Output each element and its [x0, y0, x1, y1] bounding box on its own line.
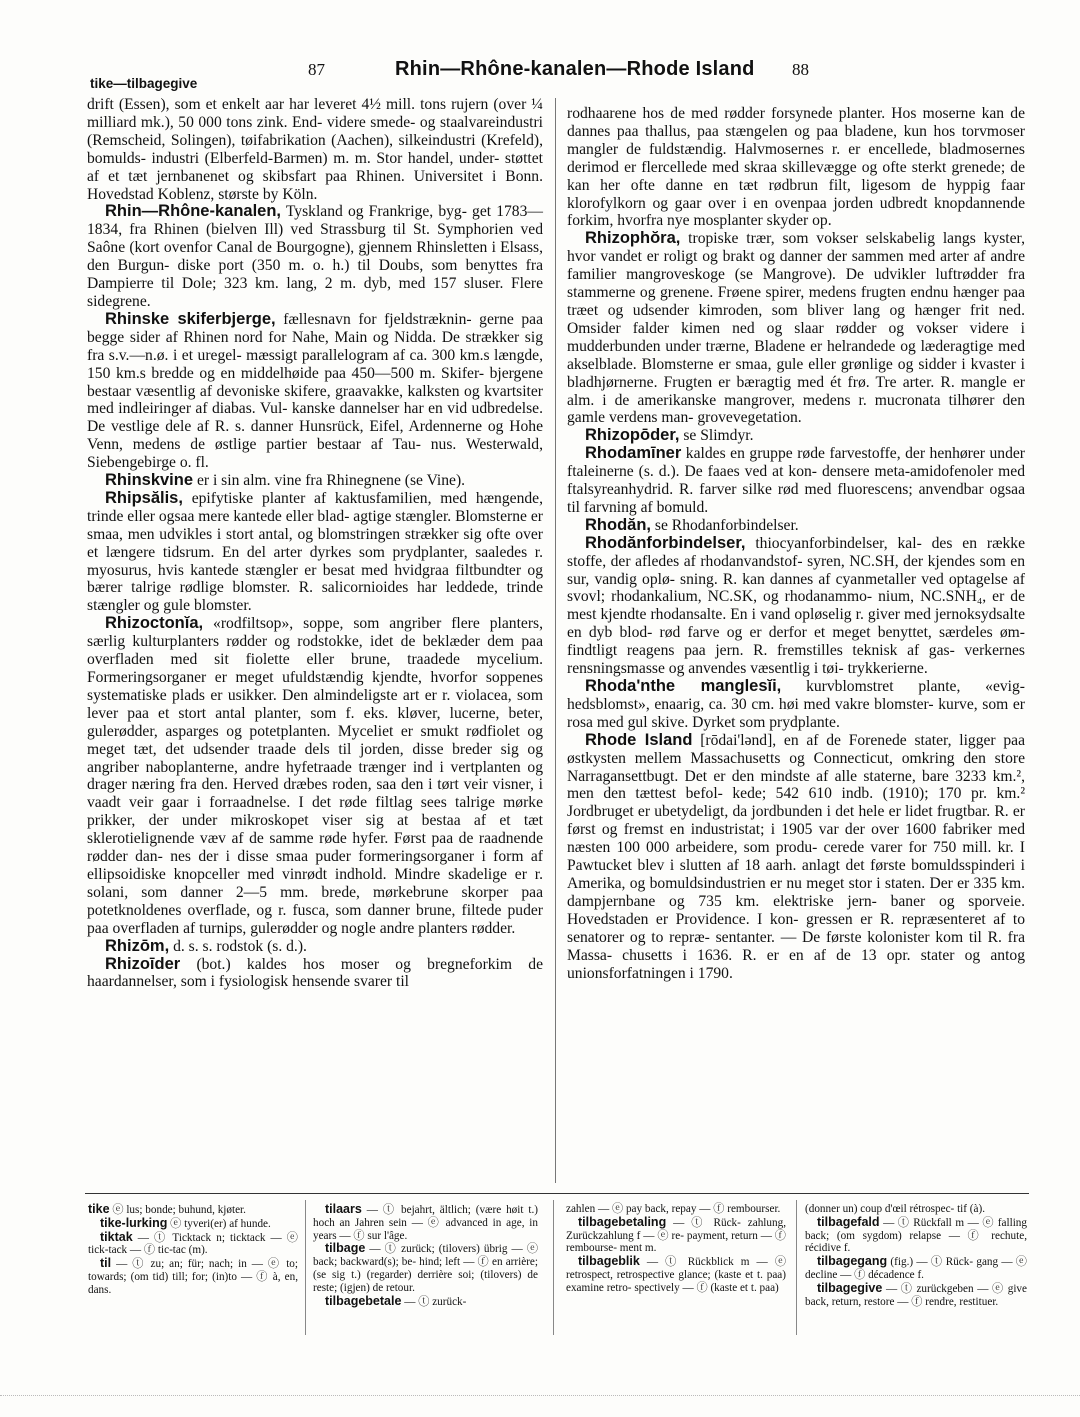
- entry-rhizopoder: Rhizopōder, se Slimdyr.: [585, 426, 754, 445]
- left-column: [87, 96, 543, 991]
- entry-rhizoider: Rhizoīder (bot.) kaldes hos moser og bregneforkim de haardannelser, som i fysiologisk hensende svarer til: [87, 954, 543, 991]
- headword: Rhin—Rhône-kanalen,: [105, 202, 282, 221]
- glossary-entry: tilbagefald — ⓣ Rückfall m — ⓔ falling back; (om sygdom) relapse — ⓕ rechute, récidive f.: [805, 1214, 1027, 1255]
- crop-mark: [0, 1395, 1080, 1397]
- entry-rhodaminer: Rhodamīner kaldes en gruppe røde farvestoffe, der henhører under ftaleinerne (s. d.). De faaes ved at kon- densere meta-amidofenoler med ftalsyreanhydrid. R. farver silke rød med fluorescens; anvendbar ogsaa til farvning af bomuld.: [567, 444, 1025, 516]
- guide-words: tike—tilbagegive: [90, 76, 198, 91]
- headword: Rhode Island: [585, 730, 693, 749]
- entry-rhode-island: Rhode Island [rōdai'lənd], en af de Forenede stater, ligger paa østkysten mellem Massachusetts og Connecticut, omkring den store Narragansettbugt. Det er den mindste af alle staterne, bare 3233 km.², men den tættest befol- kede; 542 610 indb. (1910); 170 pr. km.² Jordbruget er ubetydeligt, da jordbunden i det hele er lidet frugtbar. R. er først og fremst en industristat; i 1905 var der over 1600 fabriker med næsten 100 000 arbeidere, som produ- cerede varer for 750 mill. kr. I Pawtucket blev i slutten af 18 aarh. anlagt det første bomuldsspinderi i Amerika, og bomuldsindustrien er nu meget stor i staten. Der er 335 km. dampjernbane og 735 km. elektriske jern- baner og sporveie. Hovedstaden er Providence. I kon- gressen er R. repræsenteret af to senatorer og to repræ- sentanter. — De første kolonister kom til R. fra Massa- chusetts i 1636. R. er en af de 13 opr. stater og antog unionsforfatningen i 1790.: [567, 730, 1025, 982]
- right-column: [567, 105, 1025, 982]
- glossary-entry: tiktak — ⓣ Ticktack n; ticktack — ⓔ tick-tack — ⓕ tic-tac (m).: [88, 1229, 298, 1257]
- headword: Rhizophŏra,: [585, 229, 681, 248]
- glossary-entry: tilbage — ⓣ zurück; (tilovers) übrig — ⓔ back; backward(s); be- hind; left — ⓕ en arrière; (se sig t.) (regarder) derrière soi; (tilovers) de reste; (igjen) de retour.: [313, 1241, 539, 1294]
- entry-continuation: drift (Essen), som et enkelt aar har leveret 4½ mill. tons rujern (over ¼ milliard mk.), 50 000 tons zink. End- videre smede- og staalvareindustri (Remscheid, Solingen), tøifabrikation (Aachen), silkeindustri (Krefeld), bomulds- industri (Elberfeld-Barmen) m. m. Stor handel, under- støttet af et tæt jernbanenet og skibsfart paa Rhinen. Universitet i Bonn. Hovedstad Koblenz, største by Köln.: [87, 96, 543, 203]
- entry-rhodanforbindelser: Rhodănforbindelser, thiocyanforbindelser, kal- des en række stoffe, der afledes af rhodanvandstof- syren, NC.SH, der kjendes som en sur, vandig oplø- sning. R. kan dannes af cyanmetaller ved optagelse af svovl; rhodankalium, NC.SK, og rhodanammo- nium, NC.SNH₄, er de mest kjendte rhodansalte. En i vand opløselig r. giver med jernoksydsalte en dyb blod- rød farve og er derfor et meget benyttet, særdeles øm- findtligt reagens paa jern. R. fremstilles teknisk af gas- verkernes rensningsmasse og anvendes væsentlig i tøi- trykkerierne.: [567, 533, 1026, 678]
- glossary-entry: tilbagegive — ⓣ zurückgeben — ⓔ give back, return, restore — ⓕ rendre, restituer.: [805, 1280, 1027, 1308]
- entry-rhodanthe-manglesii: Rhoda'nthe manglesĭi, kurvblomstret plante, «evig- hedsblomst», enaarig, ca. 30 cm. høi med vakre blomster- kurve, som er rosa med gul skive. Dyrket som prydplante.: [567, 677, 1025, 731]
- glossary-entry: (donner un) coup d'œil rétrospec- tif (à).: [805, 1203, 986, 1215]
- entry-rhizom: Rhizōm, d. s. s. rodstok (s. d.).: [105, 936, 307, 955]
- headword: Rhizoctonĭa,: [105, 614, 204, 633]
- glossary-entry: tilbageblik — ⓣ Rückblick m — ⓔ retrospect, retrospective glance; (kaste et t. paa) examine retro- spectively — ⓕ (kaste et t. paa): [566, 1254, 787, 1294]
- running-title: Rhin—Rhône-kanalen—Rhode Island: [395, 58, 755, 80]
- glossary-entry: tilbagebetaling — ⓣ Rück- zahlung, Zurückzahlung f — ⓔ re- payment, return — ⓕ rembourse- ment m.: [566, 1214, 786, 1255]
- entry-rhizoctonia: Rhizoctonĭa, «rodfiltsop», soppe, som angriber flere planters, særlig kulturplanters rødder og rodstokke, idet de beklæder dem paa overfladen med sit fiolette eller brune, traadede mycelium. Formeringsorganer er meget ufuldstændig kjendte, hvorfor soppenes systematiske plads er usikker. Den almindeligste art er r. violacea, som lever paa et stort antal planter, som f. eks. kløver, lucerne, beter, gulerødder, asparges og potetplanten. Myceliet er smukt rødfiolet og meget tæt, det udsender traade dels til jorden, disse breder sig og angriber naboplanterne, andre hyfetraade trænger ind i vertplanten og drager næring fra den. Herved dræbes roden, saa den i tørt veir visner, i vaadt veir gaar i forraadnelse. I det røde filtlag sees talrige mørke prikker, der under mikroskopet viser sig at bestaa af et tæt sklerotielignende væv af de samme røde hyfer. Først paa de raadnende rødder dan- nes der i disse smaa puder formeringsorganer i form af ellipsoidiske knopceller med vinrødt indhold. Mindre skadelige er r. solani, som danner 2—5 mm. brede, mørkebrune skorper paa potetknoldenes overflade, og r. fusca, som danner brune, filtede puder paa overfladen af turnips, gulerødder og nogle andre planters rødder.: [87, 614, 543, 937]
- glossary-entry: tike ⓔ lus; bonde; buhund, kjøter.: [88, 1202, 246, 1216]
- entry-rhizophora: Rhizophŏra, tropiske trær, som vokser selskabelig langs kyster, hvor vandet er roligt og brakt og danner der sammen med arter af andre familier mangroveskoge (se Mangrove). De udvikler luftrødder fra stammerne og grenene. Frøene spirer, medens frugten endnu hænger paa træet og udsender kimroden, som bliver lang og hænger frit ned. Omsider falder kimen ned og slaar rødder og vokser videre i mudderbunden under trærne, Bladene er helrandede og læderagtige med akselblade. Blomsterne er smaa, gule eller grønlige og sidder i kvaster i bladhjørnerne. Frugten er bæragtig med ét frø. Tre arter. R. mangle er alm. i de amerikanske mangrover, medens r. mucronata tilhører den gamle verdens man- grovevegetation.: [567, 229, 1025, 427]
- footer-rule: [85, 1193, 1029, 1194]
- glossary-column-1: [88, 1203, 298, 1297]
- headword: Rhodamīner: [585, 444, 682, 463]
- glossary-column-4: [805, 1203, 1027, 1308]
- headword: Rhodănforbindelser,: [585, 533, 746, 552]
- column-divider: [555, 98, 556, 1183]
- glossary-entry: tike-lurking ⓔ tyveri(er) af hunde.: [100, 1215, 271, 1230]
- glossary-divider: [305, 1200, 306, 1335]
- entry-rhinske-skiferbjerge: Rhinske skiferbjerge, fællesnavn for fjeldstræknin- gerne paa begge sider af Rhinen nord for Nahe, Main og Nidda. De strækker sig fra s.v.—n.ø. i et uregel- mæssigt parallelogram af ca. 300 km.s længde, 150 km.s bredde og en middelhøide paa 450—500 m. Skifer- bjergene bestaar væsentlig af devoniske skifere, graavakke, kalksten og kvartsiter med indleiringer af diabas. Vul- kanske dannelser har en vid udbredelse. De vestlige dele af R. s. danner Hunsrück, Eifel, Ardennerne og Hohe Venn, medens de østlige partier bestaar af Tau- nus. Westerwald, Siebengebirge o. fl.: [87, 309, 544, 472]
- headword: Rhipsălis,: [105, 488, 183, 507]
- headword: Rhizoīder: [105, 954, 181, 973]
- page-number-right: 88: [792, 60, 809, 79]
- headword: Rhizopōder,: [585, 426, 680, 445]
- headword: Rhoda'nthe manglesĭi,: [585, 677, 782, 695]
- entry-continuation: rodhaarene hos de med rødder forsynede planter. Hos moserne kan de dannes paa thallus, paa stængelen og paa bladene, kun hos torvmoser mangler de fuldstændig. Halvmosernes r. er encellede, bladmosernes derimod er flercellede med skraa skillevægge og ofte sterkt grenede; de kan her ofte danne en tæt rødbrun filt, ligesom de hyppig faar klorofylkorn og gaar over i en ovenpaa jorden udbredt knopdannende forkim, hvorfra nye mosplanter skyder op.: [567, 105, 1025, 230]
- glossary-column-3: [566, 1203, 786, 1295]
- page-number-left: 87: [308, 60, 325, 79]
- headword: Rhizōm,: [105, 936, 170, 955]
- headword: Rhinske skiferbjerge,: [105, 309, 276, 328]
- entry-rhodan: Rhodăn, se Rhodanforbindelser.: [585, 515, 799, 534]
- headword: Rhinskvine: [105, 471, 194, 490]
- glossary-divider: [553, 1200, 554, 1335]
- glossary-divider: [796, 1200, 797, 1335]
- glossary-entry: tilbagegang (fig.) — ⓣ Rück- gang — ⓔ decline — ⓕ décadence f.: [805, 1254, 1027, 1281]
- glossary-entry: zahlen — ⓔ pay back, repay — ⓕ rembourser.: [566, 1203, 781, 1215]
- glossary-entry: til — ⓣ zu; an; für; nach; in — ⓔ to; towards; (om tid) till; for; (in)to — ⓕ à, en, dans.: [88, 1256, 299, 1296]
- entry-rhin-rhone-kanalen: Rhin—Rhône-kanalen, Tyskland og Frankrige, byg- get 1783—1834, fra Rhinen (bielven Ill) ved Strassburg til St. Symphorien ved Saône (kort ovenfor Canal de Bourgogne), gjennem Rhinsletten i Elsass, den Burgun- diske port (350 m. o. h.) til Doubs, som benyttes fra Dampierre til Dole; 323 km. lang, 2 m. dyb, med 157 sluser. Flere sidegrene.: [87, 202, 543, 310]
- entry-rhipsalis: Rhipsălis, epifytiske planter af kaktusfamilien, med hængende, trinde eller ogsaa mere kantede eller blad- agtige stængler. Blomsterne er smaa, men udvikles i stort antal, og blomstringen strækker sig ofte over et længere tidsrum. En del arter dyrkes som prydplanter, saaledes r. myosurus, hvis kantede stængler er besat med hvidgraa filtbundter og bærer talrige rødlige blomster. R. salicornioides har leddede, trinde stængler og gule blomster.: [87, 488, 543, 615]
- entry-rhinskvine: Rhinskvine er i sin alm. vine fra Rhinegnene (se Vine).: [105, 471, 466, 490]
- glossary-entry: tilaars — ⓣ bejahrt, ältlich; (være høit t.) hoch an Jahren sein — ⓔ advanced in age, in years — ⓕ sur l'âge.: [313, 1202, 539, 1242]
- glossary-entry: tilbagebetale — ⓣ zurück-: [325, 1293, 467, 1308]
- glossary-column-2: [313, 1203, 538, 1308]
- headword: Rhodăn,: [585, 515, 651, 534]
